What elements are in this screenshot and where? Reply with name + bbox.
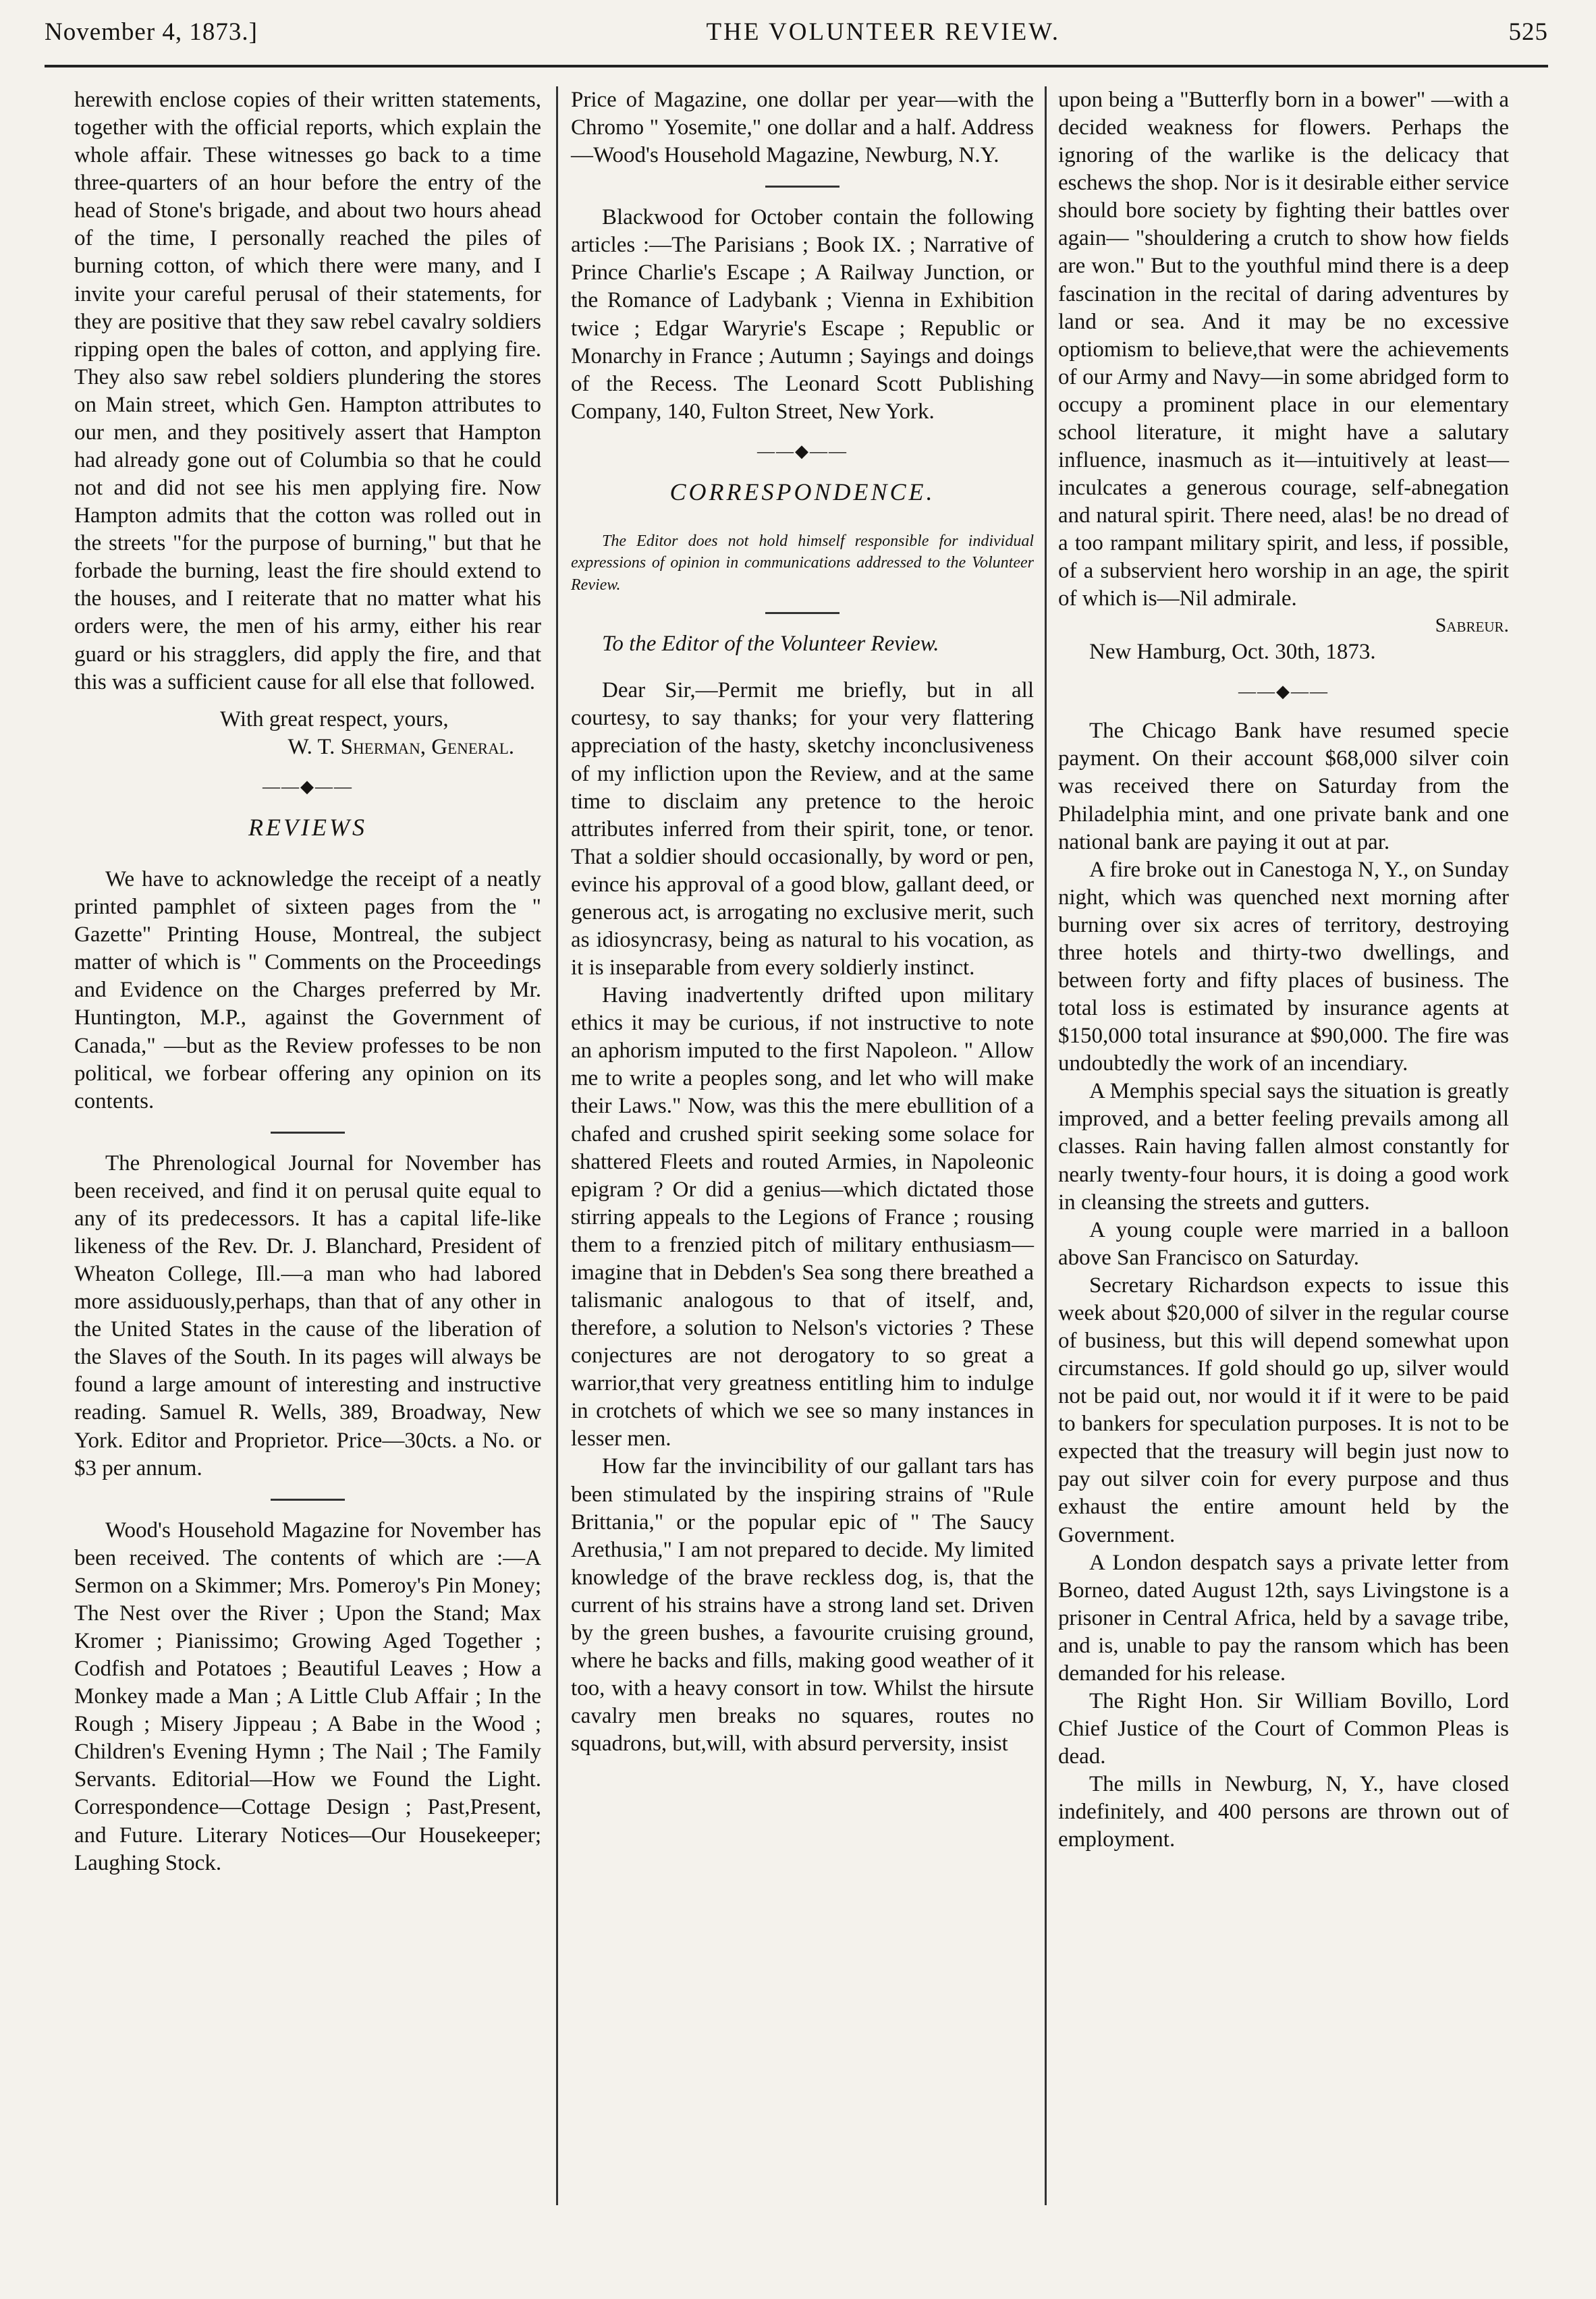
sherman-letter-text: herewith enclose copies of their written statements, together with the official reports, which explain the whole affair. These witnesses go back to a time three-quarters of an hour before the entry of the head of Stone's brigade, and about two hours ahead of the time, I personally reached the piles of burning cotton, of which there were many, and I invite your careful perusal of their statements, for they are positive that they saw rebel cavalry soldiers ripping open the bales of cotton, and applying fire. They also saw rebel soldiers plundering the stores on Main street, which Gen. Hampton attributes to our men, and they positively assert that Hampton had already gone out of Columbia so that he could not and did not see his men applying fire. Now Hampton admits that the cotton was rolled out in the streets "for the purpose of burning," but that he forbade the burning, least the fire should extend to the houses, and I reiterate that no matter what his orders were, the men of his army, either his rear guard or his stragglers, did apply the fire, and that this was a sufficient cause for all else that followed. <box>74 88 541 694</box>
header-rule <box>45 65 1548 67</box>
review-woods-magazine: Wood's Household Magazine for November has been received. The contents of which are :—A Sermon on a Skimmer; Mrs. Pomeroy's Pin Money; The Nest over the River ; Upon the Stand; Max Kromer ; Pianissimo; Growing Aged Together ; Codfish and Potatoes ; Beautiful Leaves ; How a Monkey made a Man ; A Little Club Affair ; In the Rough ; Misery Jippeau ; A Babe in the Wood ; Children's Evening Hymn ; The Nail ; The Family Servants. Editorial—How we Found the Light. Correspondence—Cottage Design ; Past,Present, and Future. Literary Notices—Our Housekeeper; Laughing Stock. <box>74 1518 541 1875</box>
column-3 <box>1058 86 1509 1854</box>
letter-closing: With great respect, yours, <box>220 707 449 731</box>
spacer <box>571 658 1034 677</box>
letter-dateline: New Hamburg, Oct. 30th, 1873. <box>1089 639 1376 664</box>
page-number: 525 <box>1508 18 1548 46</box>
ornament-divider: ——◆—— <box>757 441 848 461</box>
woods-magazine-price: Price of Magazine, one dollar per year—with the Chromo " Yosemite," one dollar and a half. Address—Wood's Household Magazine, Newburg, N.Y. <box>571 88 1034 168</box>
ornament-divider: ——◆—— <box>1238 681 1329 701</box>
editorial-disclaimer: The Editor does not hold himself responsible for individual expressions of opinion in communications addressed to the Volunteer Review. <box>571 532 1034 594</box>
divider-rule <box>271 1499 345 1501</box>
news-canestoga-fire: A fire broke out in Canestoga N, Y., on Sunday night, which was quenched next morning after burning over six acres of territory, destroying three hotels and thirty-two dwellings, and between forty and fifty places of business. The total loss is estimated by insurance agents at $150,000 total insurance at $90,000. The fire was undoubtedly the work of an incendiary. <box>1058 857 1509 1076</box>
news-memphis: A Memphis special says the situation is greatly improved, and a better feeling prevails among all classes. Rain having fallen almost constantly for nearly twenty-four hours, it is doing a good work in cleansing the streets and gutters. <box>1058 1079 1509 1215</box>
review-phrenological-journal: The Phrenological Journal for November has been received, and find it on perusal quite equal to any of its predecessors. It has a capital life-like likeness of the Rev. Dr. J. Blanchard, President of Wheaton College, Ill.—a man who had labored more assiduously,perhaps, than that of any other in the United States in the cause of the liberation of the Slaves of the South. In its pages will always be found a large amount of interesting and instructive reading. Samuel R. Wells, 389, Broadway, New York. Editor and Proprietor. Price—30cts. a No. or $3 per annum. <box>74 1151 541 1480</box>
news-chicago-bank: The Chicago Bank have resumed specie payment. On their account $68,000 silver coin was received there on Saturday from the Philadelphia mint, and one private bank and one national bank are paying it out at par. <box>1058 719 1509 854</box>
news-bovillo: The Right Hon. Sir William Bovillo, Lord Chief Justice of the Court of Common Pleas is dead. <box>1058 1689 1509 1769</box>
news-treasury-silver: Secretary Richardson expects to issue this week about $20,000 of silver in the regular course of business, but this will depend somewhat upon circumstances. If gold should go up, silver would not be paid out, nor would it if it were to be paid to bankers for speculation purposes. It is not to be expected that the treasury will begin just now to pay out silver coin for every purpose and thus exhaust the entire amount held by the Government. <box>1058 1273 1509 1547</box>
reviews-heading: REVIEWS <box>248 814 367 841</box>
letter-paragraph-3: How far the invincibility of our gallant tars has been stimulated by the inspiring strains of "Rule Brittania," or the popular epic of " The Saucy Arethusia," I am not prepared to decide. My limited knowledge of the brave reckless dog, is, that the current of his strains have a strong land set. Driven by the green bushes, a favourite cruising ground, where he backs and fills, making good weather of it too, with a heavy consort in tow. Whilst the hirsute cavalry men breaks no squares, routes no squadrons, but,will, with absurd perversity, insist <box>571 1454 1034 1756</box>
letter-paragraph-1: Dear Sir,—Permit me briefly, but in all courtesy, to say thanks; for your very flattering appreciation of the hasty, sketchy inconclusiveness of my infliction upon the Review, and at the same time to disclaim any pretence to the heroic attributes inferred from their spirit, tone, or tenor. That a soldier should occasionally, by word or pen, evince his approval of a good blow, gallant deed, or generous act, is arrogating no exclusive merit, such as idiosyncrasy, being as natural to his vocation, as it is inseparable from every soldierly instinct. <box>571 678 1034 980</box>
letter-paragraph-2: Having inadvertently drifted upon military ethics it may be curious, if not instructive to note an aphorism imputed to the first Napoleon. " Allow me to write a peoples song, and let who will make their Laws." Now, was this the mere ebullition of a chafed and crushed spirit seeking some solace for shattered Fleets and routed Armies, in Napoleonic epigram ? Or did a genius—which dictated those stirring appeals to the Legions of France ; rousing them to a frenzied pitch of military enthusiasm—imagine that in Debden's Sea song there breathed a talismanic analogous to that of itself, and, therefore, a solution to Nelson's victories ? These conjectures are not derogatory to so great a warrior,that very greatness entitling him to indulge in crotchets of which we see so many instances in lesser men. <box>571 983 1034 1451</box>
divider-rule <box>765 186 840 188</box>
letter-salutation: To the Editor of the Volunteer Review. <box>602 632 939 657</box>
divider-rule <box>271 1132 345 1134</box>
column-rule-1 <box>556 86 558 2205</box>
column-1 <box>74 86 541 1877</box>
correspondence-heading: CORRESPONDENCE. <box>669 478 935 506</box>
column-rule-2 <box>1045 86 1047 2205</box>
news-balloon-wedding: A young couple were married in a balloon above San Francisco on Saturday. <box>1058 1217 1509 1270</box>
issue-date: November 4, 1873.] <box>45 18 258 46</box>
news-newburg-mills: The mills in Newburg, N, Y., have closed indefinitely, and 400 persons are thrown out of employment. <box>1058 1772 1509 1852</box>
ornament-divider: ——◆—— <box>263 776 353 796</box>
divider-rule <box>765 612 840 614</box>
review-gazette-pamphlet: We have to acknowledge the receipt of a neatly printed pamphlet of sixteen pages from the " Gazette" Printing House, Montreal, the subject matter of which is " Comments on the Proceedings and Evidence on the Charges preferred by Mr. Huntington, M.P., against the Government of Canada," —but as the Review professes to be non political, we forbear offering any opinion on its contents. <box>74 867 541 1113</box>
publication-title: THE VOLUNTEER REVIEW. <box>706 18 1060 46</box>
news-livingstone: A London despatch says a private letter from Borneo, dated August 12th, says Livingstone is a prisoner in Central Africa, held by a savage tribe, and is, unable to pay the ransom which has been demanded for his release. <box>1058 1550 1509 1686</box>
letter-signature: W. T. Sherman, General. <box>287 734 514 759</box>
letter-continuation: upon being a "Butterfly born in a bower" —with a decided weakness for flowers. Perhaps the ignoring of the warlike is the delicacy that eschews the shop. Nor is it desirable either service should bore society by fighting their battles over again— "shouldering a crutch to show how fields are won." But to the youthful mind there is a deep fascination in the recital of daring adventures by land or sea. And it may be no excessive optiomism to believe,that were the achievements of our Army and Navy—in some abridged form to occupy a prominent place in our elementary school literature, it might have a salutary influence, inasmuch as it—intuitively at least—inculcates a generous courage, self-abnegation and natural spirit. There need, alas! be no dread of a too rampant military spirit, and less, if possible, of a subservient hero worship in an age, the spirit of which is—Nil admirale. <box>1058 88 1509 611</box>
review-blackwood: Blackwood for October contain the following articles :—The Parisians ; Book IX. ; Narrative of Prince Charlie's Escape ; A Railway Junction, or the Romance of Ladybank ; Vienna in Exhibition twice ; Edgar Waryrie's Escape ; Republic or Monarchy in France ; Autumn ; Sayings and doings of the Recess. The Leonard Scott Publishing Company, 140, Fulton Street, New York. <box>571 205 1034 424</box>
column-2 <box>571 86 1034 1758</box>
letter-pseudonym: Sabreur. <box>1435 614 1509 637</box>
masthead <box>45 18 1548 58</box>
